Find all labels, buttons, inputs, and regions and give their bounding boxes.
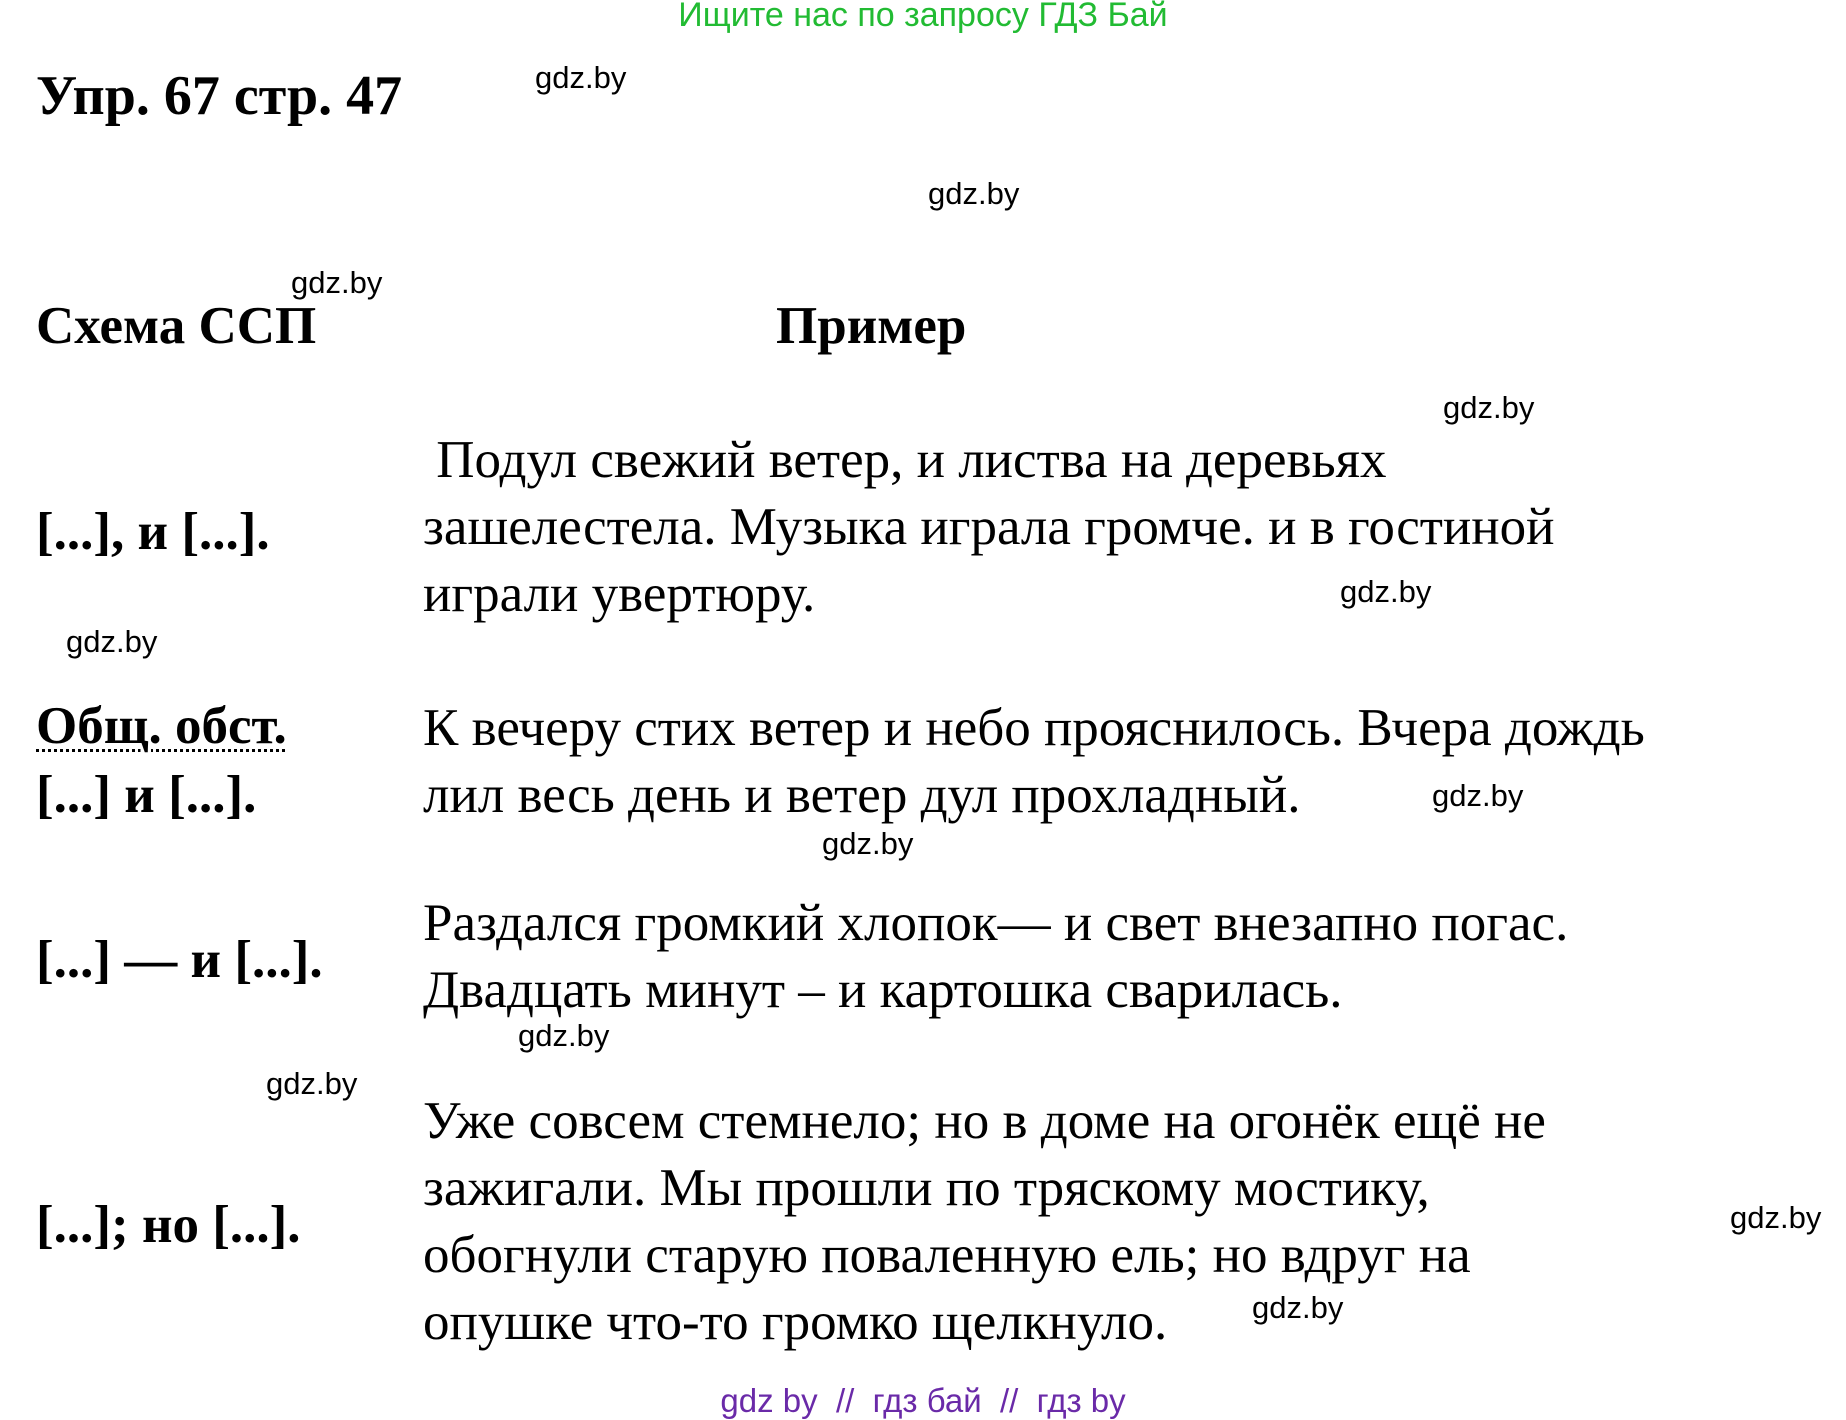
watermark: gdz.by bbox=[66, 624, 158, 659]
example-line: Подул свежий ветер, и листва на деревьях bbox=[423, 431, 1387, 489]
example-line: Раздался громкий хлопок— и свет внезапно погас. bbox=[423, 894, 1569, 952]
example-row-1 bbox=[423, 427, 1803, 628]
watermark: gdz.by bbox=[1730, 1200, 1822, 1235]
example-row-4 bbox=[423, 1088, 1823, 1356]
example-line: зашелестела. Музыка играла громче. и в гостиной bbox=[423, 498, 1555, 556]
watermark: gdz.by bbox=[1340, 574, 1432, 609]
watermark: gdz.by bbox=[291, 265, 383, 300]
example-line: зажигали. Мы прошли по тряскому мостику, bbox=[423, 1159, 1430, 1217]
exercise-title-part1: Упр. 67 стр bbox=[36, 65, 319, 127]
adverbial-label: Общ. обст. bbox=[36, 697, 287, 755]
scheme-row-3: [...] — и [...]. bbox=[36, 931, 323, 989]
exercise-title bbox=[36, 64, 402, 128]
example-row-2 bbox=[423, 695, 1823, 829]
example-row-3 bbox=[423, 890, 1823, 1024]
scheme-column-header: Схема ССП bbox=[36, 297, 317, 355]
scheme-row-4: [...]; но [...]. bbox=[36, 1196, 301, 1254]
watermark: gdz.by bbox=[822, 826, 914, 861]
footer-links: gdz by // гдз бай // гдз by bbox=[720, 1382, 1126, 1419]
example-line: опушке что-то громко щелкнуло. bbox=[423, 1293, 1168, 1351]
watermark: gdz.by bbox=[266, 1066, 358, 1101]
watermark: gdz.by bbox=[928, 176, 1020, 211]
top-banner: Ищите нас по запросу ГДЗ Бай bbox=[678, 0, 1168, 34]
watermark: gdz.by bbox=[518, 1018, 610, 1053]
example-column-header: Пример bbox=[776, 297, 967, 355]
watermark: gdz.by bbox=[1432, 778, 1524, 813]
example-line: обогнули старую поваленную ель; но вдруг на bbox=[423, 1226, 1471, 1284]
scheme-row-2-label bbox=[36, 696, 287, 756]
watermark: gdz.by bbox=[1443, 390, 1535, 425]
exercise-title-part2: . 47 bbox=[318, 65, 403, 127]
scheme-row-1: [...], и [...]. bbox=[36, 503, 270, 561]
example-line: лил весь день и ветер дул прохладный. bbox=[423, 766, 1301, 824]
example-line: Двадцать минут – и картошка сварилась. bbox=[423, 961, 1343, 1019]
example-line: К вечеру стих ветер и небо прояснилось. Вчера дождь bbox=[423, 699, 1645, 757]
watermark: gdz.by bbox=[1252, 1290, 1344, 1325]
example-line: Уже совсем стемнело; но в доме на огонёк ещё не bbox=[423, 1092, 1546, 1150]
example-line: играли увертюру. bbox=[423, 565, 816, 623]
watermark: gdz.by bbox=[535, 60, 627, 95]
scheme-row-2: [...] и [...]. bbox=[36, 766, 257, 824]
